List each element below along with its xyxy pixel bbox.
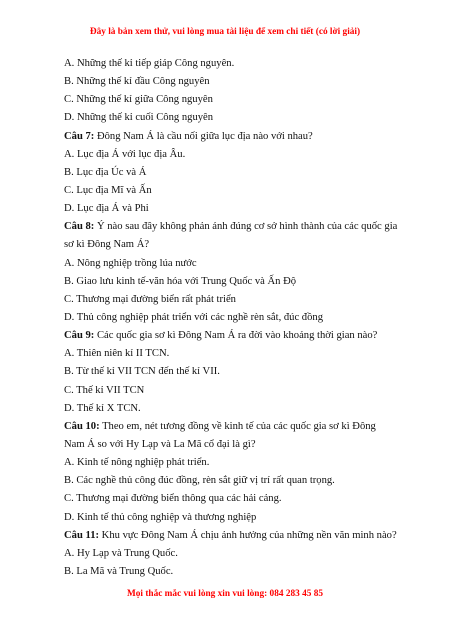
answer-option: B. La Mã và Trung Quốc.	[64, 565, 174, 577]
question-text: Khu vực Đông Nam Á chịu ảnh hưởng của những nền văn minh nào?	[99, 529, 397, 541]
question-text: Đông Nam Á là cầu nối giữa lục địa nào với nhau?	[94, 130, 313, 142]
answer-option: B. Những thế kỉ đầu Công nguyên	[64, 76, 210, 88]
answer-option: C. Thế kỉ VII TCN	[64, 384, 145, 396]
question-number: Câu 8:	[64, 221, 95, 233]
question-number: Câu 9:	[64, 330, 95, 342]
answer-option: B. Các nghề thủ công đúc đồng, rèn sắt giữ vị trí rất quan trọng.	[64, 475, 335, 487]
answer-option: D. Kinh tế thủ công nghiệp và thương nghiệp	[64, 511, 257, 523]
answer-option: A. Kinh tế nông nghiệp phát triển.	[64, 457, 210, 469]
question-line	[64, 327, 414, 345]
question-text: Các quốc gia sơ kì Đông Nam Á ra đời vào khoảng thời gian nào?	[94, 330, 378, 342]
question-text-continued: sơ kì Đông Nam Á?	[64, 239, 150, 251]
answer-option: A. Nông nghiệp trồng lúa nước	[64, 257, 197, 269]
question-text-continued: Nam Á so với Hy Lạp và La Mã cổ đại là gì?	[64, 438, 256, 450]
question-text: Ý nào sau đây không phản ánh đúng cơ sở hình thành của các quốc gia	[94, 221, 398, 233]
question-line	[64, 218, 414, 236]
question-number: Câu 11:	[64, 529, 100, 541]
answer-option: A. Hy Lạp và Trung Quốc.	[64, 547, 178, 559]
answer-option: C. Lục địa Mĩ và Ấn	[64, 184, 152, 196]
quiz-content	[64, 55, 414, 581]
answer-option: A. Lục địa Á với lục địa Âu.	[64, 148, 186, 160]
question-text: Theo em, nét tương đồng về kinh tế của các quốc gia sơ kì Đông	[99, 420, 376, 432]
answer-option: C. Thương mại đường biển rất phát triển	[64, 293, 236, 305]
contact-notice-footer: Mọi thắc mắc vui lòng xin vui lòng: 084 283 45 85	[126, 589, 324, 599]
answer-option: D. Những thế kỉ cuối Công nguyên	[64, 112, 214, 124]
question-line	[64, 128, 414, 146]
answer-option: B. Từ thế kỉ VII TCN đến thế kỉ VII.	[64, 366, 220, 378]
answer-option: A. Thiên niên kỉ II TCN.	[64, 348, 170, 360]
answer-option: A. Những thế kỉ tiếp giáp Công nguyên.	[64, 58, 235, 69]
answer-option: C. Thương mại đường biển thông qua các hải cảng.	[64, 493, 282, 505]
answer-option: C. Những thế kỉ giữa Công nguyên	[64, 94, 213, 106]
question-number: Câu 7:	[64, 130, 95, 142]
question-line	[64, 418, 414, 436]
answer-option: B. Giao lưu kinh tế-văn hóa với Trung Quốc và Ấn Độ	[64, 275, 297, 287]
question-line	[64, 527, 414, 545]
answer-option: D. Thế kỉ X TCN.	[64, 402, 141, 414]
answer-option: D. Thủ công nghiệp phát triển với các nghề rèn sắt, đúc đồng	[64, 311, 323, 323]
question-number: Câu 10:	[64, 420, 100, 432]
answer-option: B. Lục địa Úc và Á	[64, 166, 147, 178]
answer-option: D. Lục địa Á và Phi	[64, 203, 149, 215]
preview-notice-header: Đây là bản xem thử, vui lòng mua tài liệu để xem chi tiết (có lời giải)	[89, 27, 361, 37]
